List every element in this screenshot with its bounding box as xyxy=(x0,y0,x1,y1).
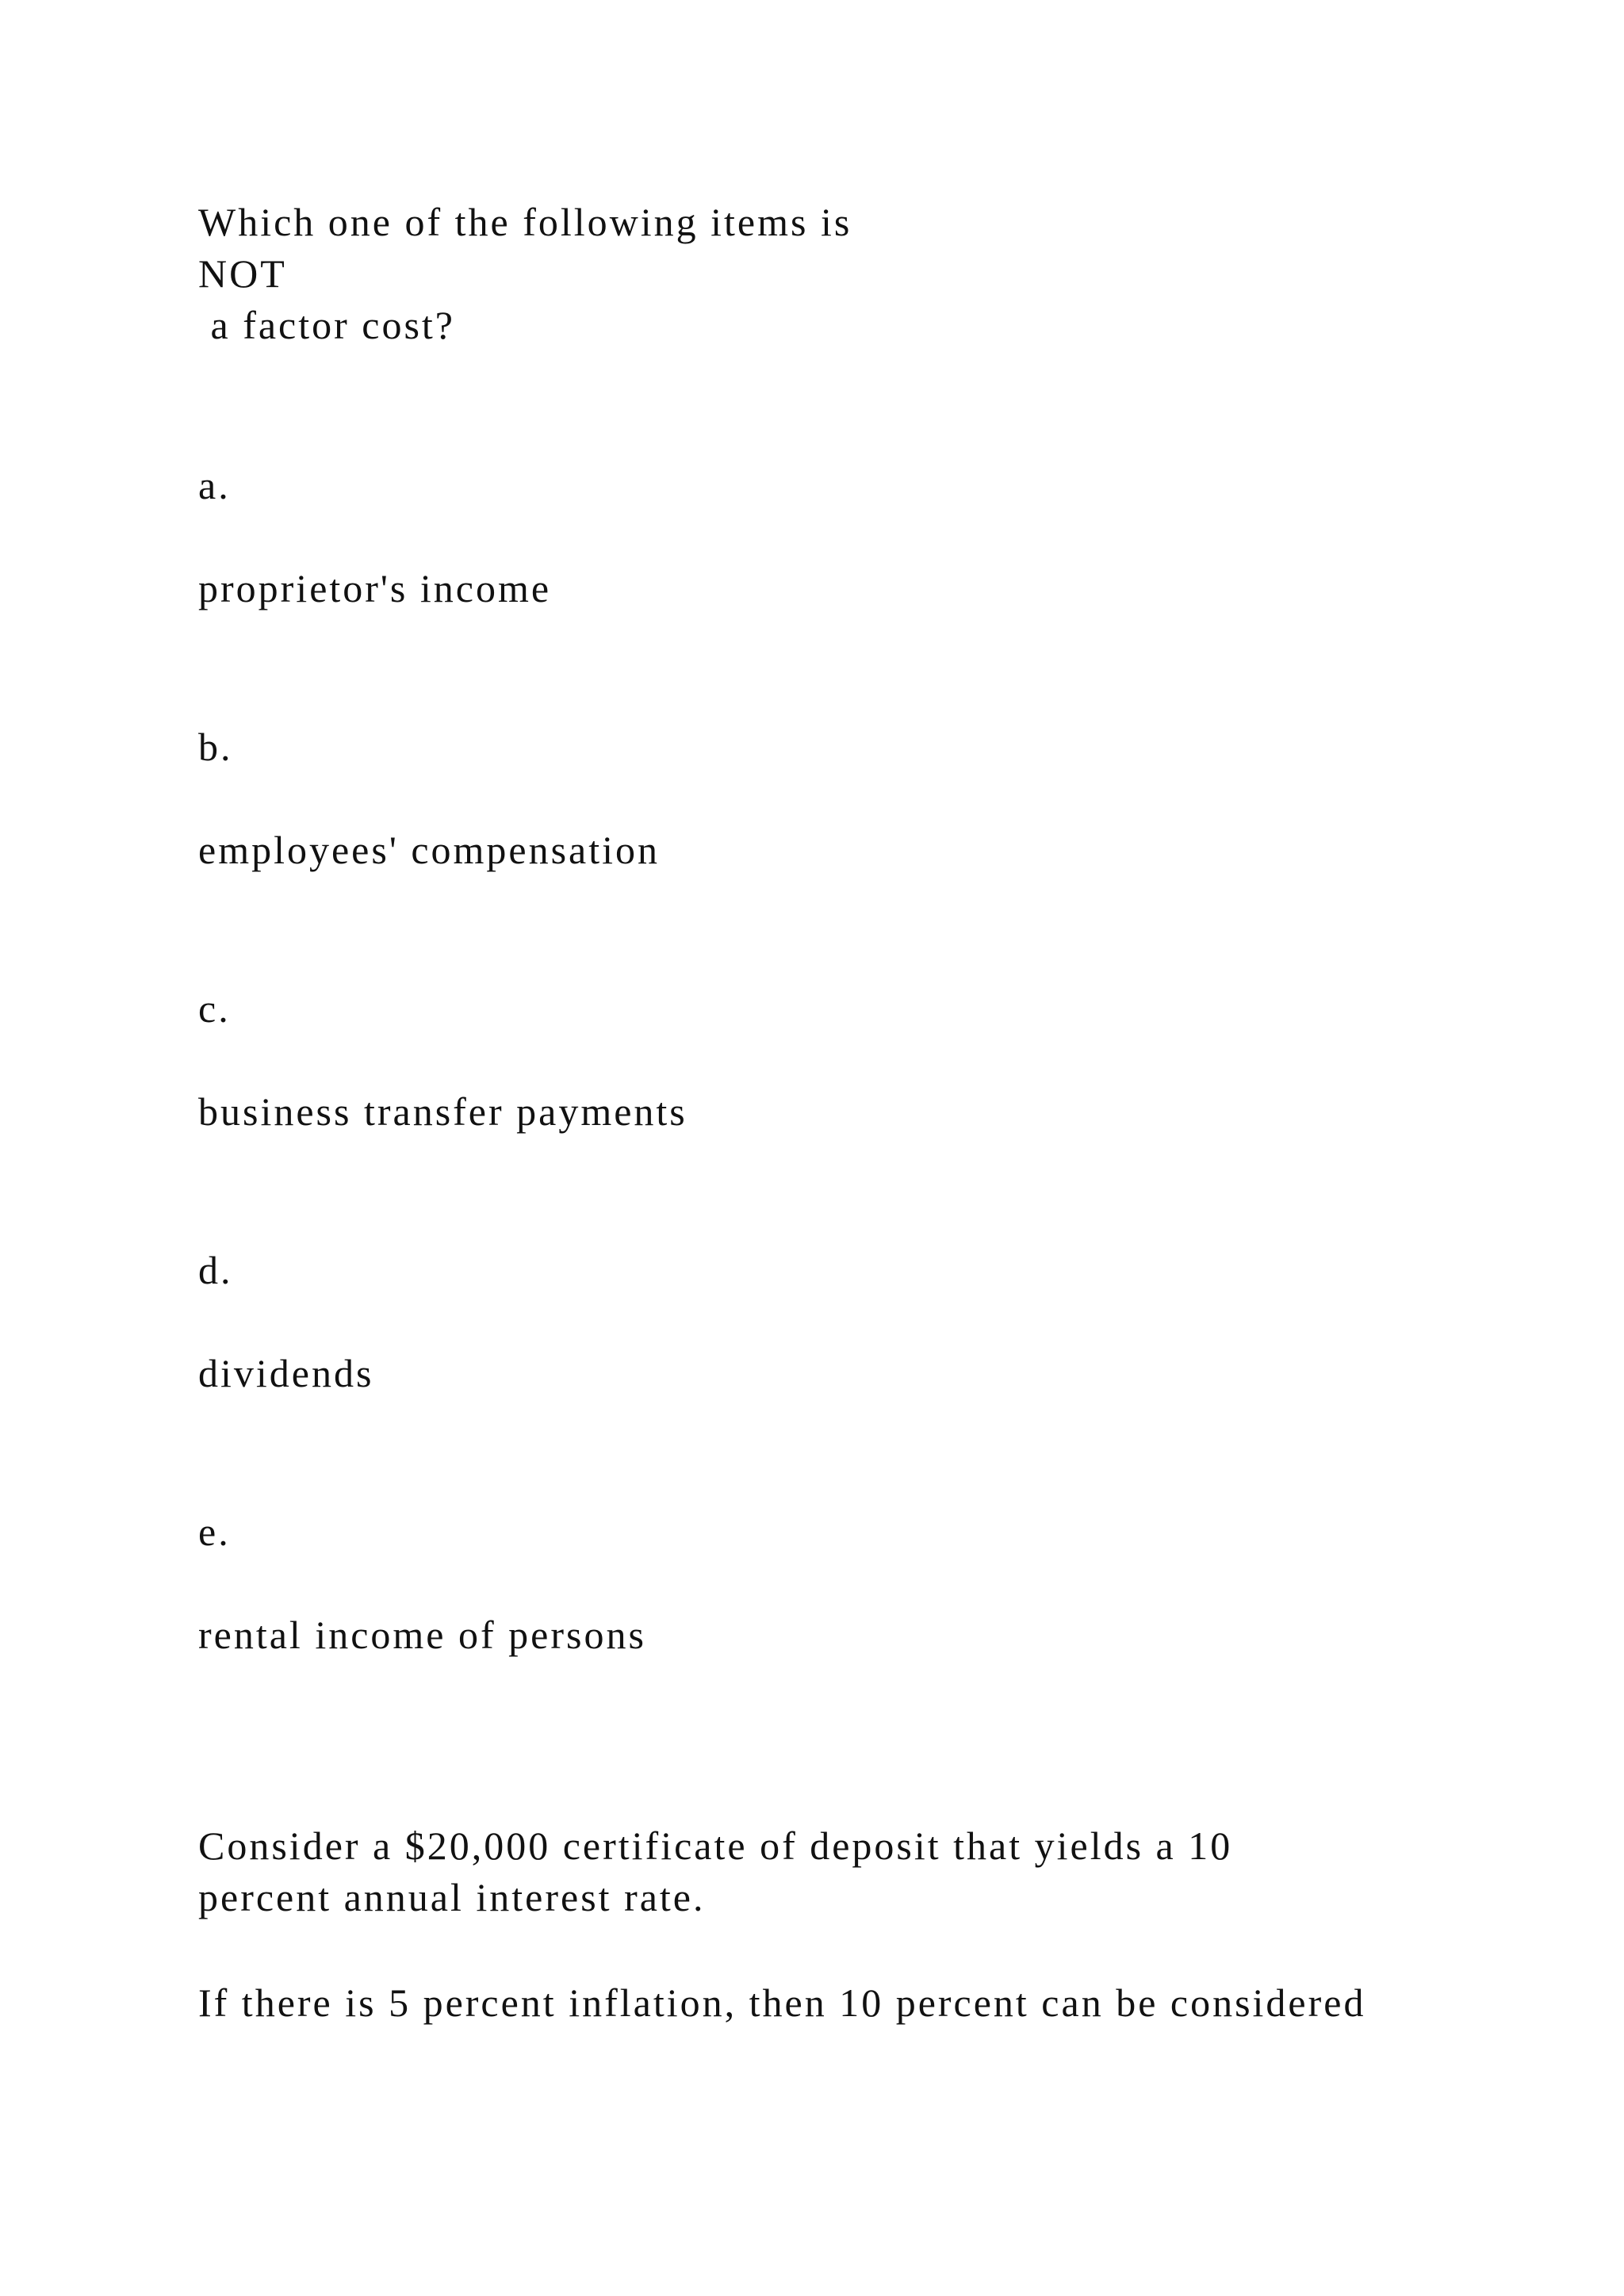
question2-line1: Consider a $20,000 certificate of deposit that yields a 10 xyxy=(198,1823,1233,1868)
question2-line2: percent annual interest rate. xyxy=(198,1875,706,1919)
option-b-letter: b. xyxy=(198,725,233,769)
question1-stem-line2: NOT xyxy=(198,251,287,296)
option-d-text: dividends xyxy=(198,1351,374,1395)
option-e-letter: e. xyxy=(198,1510,231,1554)
question1-stem-line3: a factor cost? xyxy=(198,303,456,347)
option-a-text: proprietor's income xyxy=(198,566,552,610)
option-a-letter: a. xyxy=(198,463,231,507)
option-e-text: rental income of persons xyxy=(198,1613,646,1657)
option-d-letter: d. xyxy=(198,1248,233,1292)
option-b-text: employees' compensation xyxy=(198,828,661,872)
option-c-text: business transfer payments xyxy=(198,1089,688,1134)
option-c-letter: c. xyxy=(198,986,231,1031)
question2-line3: If there is 5 percent inflation, then 10 percent can be considered xyxy=(198,1980,1366,2025)
question1-stem-line1: Which one of the following items is xyxy=(198,200,852,244)
